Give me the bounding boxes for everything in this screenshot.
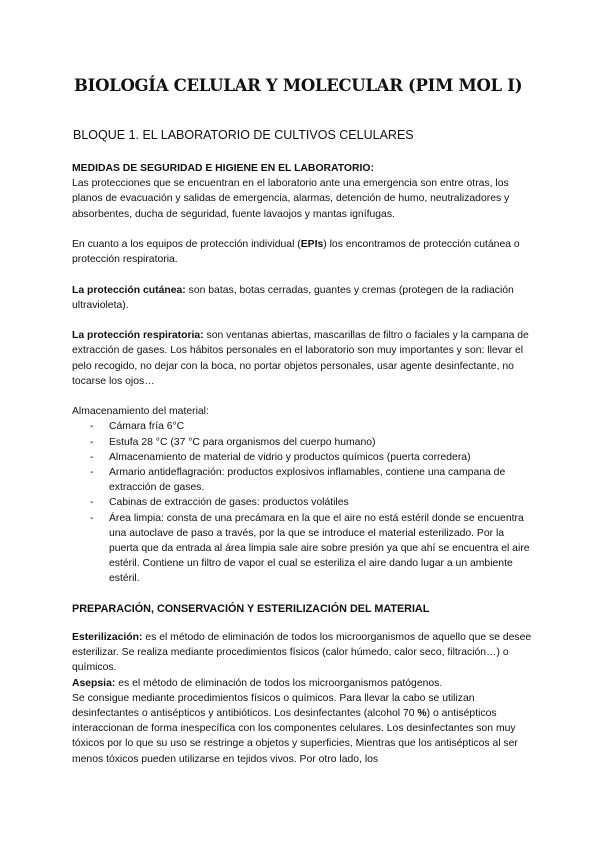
safety-intro: Las protecciones que se encuentran en el laboratorio ante una emergencia son entre otras, los planos de evacuación y salidas de emergencia, alarmas, detención de humo, neutralizadores y absorbentes, ducha de seguridad, fuente lavaojos y mantas ignífugas. [72,178,510,220]
document-title: BIOLOGÍA CELULAR Y MOLECULAR (PIM MOL I) [74,76,523,95]
preparation-section [72,630,534,767]
list-item: - Cabinas de extracción de gases: productos volátiles [72,495,534,510]
preparation-heading: PREPARACIÓN, CONSERVACIÓN Y ESTERILIZACIÓN DEL MATERIAL [72,603,430,615]
list-item: - Estufa 28 °C (37 °C para organismos del cuerpo humano) [72,435,534,450]
storage-list [72,419,534,586]
asepsis-paragraph: Asepsia: es el método de eliminación de todos los microorganismos patógenos. [72,677,443,689]
disinfection-paragraph: Se consigue mediante procedimientos físicos o químicos. Para llevar la cabo se utilizan desinfectantes o antisépticos y antibióticos. Los desinfectantes (alcohol 70 %) o antisépticos interaccionan de forma inespecífica con los componentes celulares. Los desinfectantes son muy tóxicos por lo que su uso se restringe a objetos y superficies, Mientras que los antisépticos al ser menos tóxicos pueden utilizarse en tejidos vivos. Por otro lado, los [72,692,518,765]
safety-heading: MEDIDAS DE SEGURIDAD E HIGIENE EN EL LABORATORIO: [72,163,374,174]
epis-term: EPIs [300,239,324,250]
epis-paragraph: En cuanto a los equipos de protección individual (EPIs) los encontramos de protección cutánea o protección respiratoria. [72,239,520,266]
list-item: - Armario antideflagración: productos explosivos inflamables, contiene una campana de extracción de gases. [72,465,534,495]
sterilization-paragraph: Esterilización: es el método de eliminación de todos los microorganismos de aquello que se desee esterilizar. Se realiza mediante procedimientos físicos (calor húmedo, calor seco, filtración…) o químicos. [72,632,532,674]
list-item: - Almacenamiento de material de vidrio y productos químicos (puerta corredera) [72,450,534,465]
list-item: - Cámara fría 6°C [72,419,534,434]
block-heading: BLOQUE 1. EL LABORATORIO DE CULTIVOS CELULARES [73,128,414,142]
respiratory-protection: La protección respiratoria: son ventanas abiertas, mascarillas de filtro o faciales y la campana de extracción de gases. Los hábitos personales en el laboratorio son muy importantes y son: llevar el pelo recogido, no dejar con la boca, no portar objetos personales, usar agente desinfectante, no tocarse los ojos… [72,330,529,387]
cutaneous-protection: La protección cutánea: son batas, botas cerradas, guantes y cremas (protegen de la radiación ultravioleta). [72,284,514,311]
storage-label: Almacenamiento del material: [72,406,209,418]
list-item: - Área limpia: consta de una precámara en la que el aire no está estéril donde se encuentra una autoclave de paso a través, por la que se introduce el material esterilizado. Por la puerta que da entrada al área limpia sale aire sobre presión ya que ahí se encuentra el aire estéril. Contiene un filtro de vapor el cual se esteriliza el aire dando lugar a un ambiente estéril. [72,511,534,587]
safety-section [72,161,534,587]
